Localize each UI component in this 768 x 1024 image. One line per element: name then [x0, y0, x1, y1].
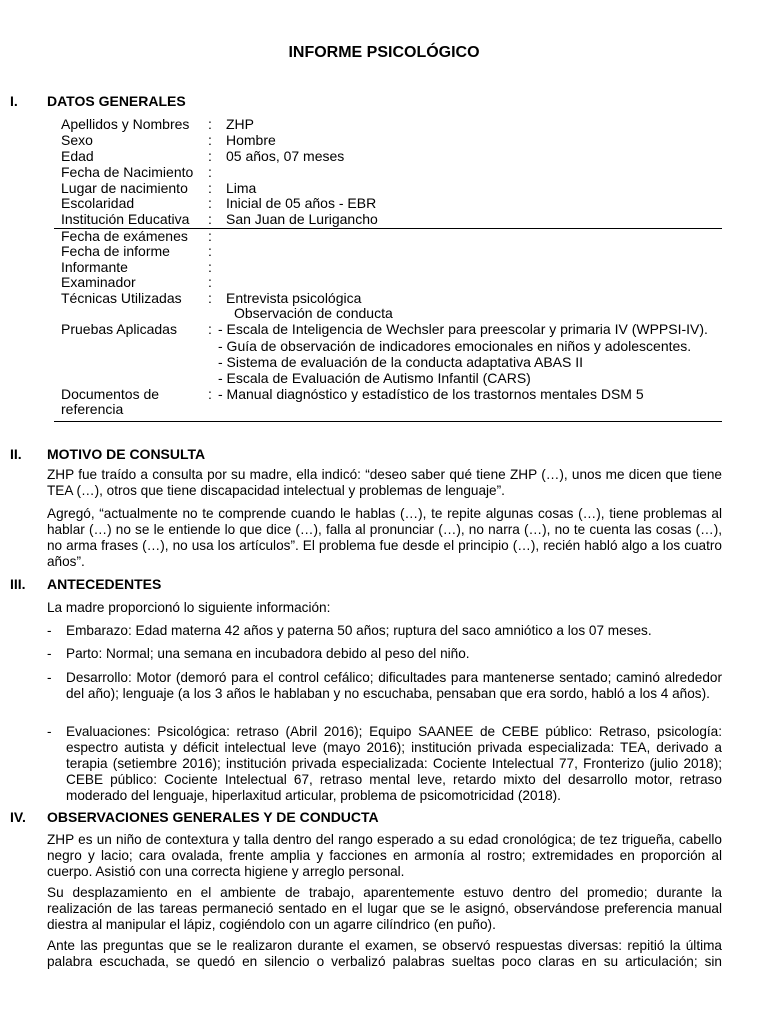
table-bottom-rule	[54, 421, 722, 422]
field-label: Documentos de	[61, 386, 160, 402]
field-colon: :	[208, 180, 212, 196]
list-bullet: -	[47, 623, 52, 638]
list-bullet: -	[47, 646, 52, 661]
section-title: MOTIVO DE CONSULTA	[47, 446, 206, 462]
list-item-parto: Parto: Normal; una semana en incubadora debido al peso del niño.	[66, 646, 470, 661]
field-value: - Escala de Inteligencia de Wechsler para preescolar y primaria IV (WPPSI-IV).	[218, 321, 708, 337]
field-fecha-informe	[61, 243, 226, 259]
field-colon: :	[208, 148, 212, 164]
antecedentes-intro: La madre proporcionó lo siguiente información:	[47, 600, 331, 615]
field-label: Fecha de exámenes	[61, 228, 188, 244]
observaciones-paragraph-1: ZHP es un niño de contextura y talla dentro del rango esperado a su edad cronológica; de tez trigueña, cabello negro y lacio; cara ovalada, frente amplia y facciones en armonía al rostro; extremidades en proporción al cuerpo. Asistió con una correcta higiene y arreglo personal.	[47, 832, 722, 879]
field-fecha-examenes	[61, 228, 226, 244]
field-institucion	[61, 211, 378, 227]
field-tecnicas-value-2: Observación de conducta	[234, 305, 393, 321]
field-colon: :	[208, 228, 212, 244]
motivo-paragraph-1: ZHP fue traído a consulta por su madre, ella indicó: “deseo saber qué tiene ZHP (…), unos me dicen que tiene TEA (…), otros que tiene discapacidad intelectual y problemas de lenguaje”.	[47, 467, 722, 498]
list-bullet: -	[47, 724, 52, 739]
field-label: Fecha de Nacimiento	[61, 164, 194, 180]
field-value: Hombre	[226, 132, 276, 148]
field-label: Institución Educativa	[61, 211, 190, 227]
field-documentos-label-2: referencia	[61, 401, 124, 417]
field-colon: :	[208, 243, 212, 259]
field-examinador	[61, 274, 226, 290]
field-label: Sexo	[61, 132, 93, 148]
field-escolaridad	[61, 195, 376, 211]
field-pruebas-value-2: - Guía de observación de indicadores emocionales en niños y adolescentes.	[218, 338, 692, 354]
observaciones-paragraph-2: Su desplazamiento en el ambiente de trabajo, aparentemente estuvo dentro del promedio; durante la realización de las tareas permaneció sentado en el lugar que se le asignó, observándose preferencia manual diestra al manipular el lápiz, cogiéndolo con un agarre cilíndrico (en puño).	[47, 885, 722, 932]
field-value: 05 años, 07 meses	[226, 148, 345, 164]
field-colon: :	[208, 195, 212, 211]
section-heading-datos-generales	[10, 93, 186, 109]
field-sexo	[61, 132, 276, 148]
field-value: Inicial de 05 años - EBR	[226, 195, 377, 211]
list-item-desarrollo: Desarrollo: Motor (demoró para el control cefálico; dificultades para mantenerse sentado; caminó alrededor del año); lenguaje (a los 3 años le hablaban y no escuchaba, pensaban que era sordo, habló a los 4 años).	[66, 670, 722, 701]
field-label: Escolaridad	[61, 195, 135, 211]
section-heading-antecedentes	[10, 576, 161, 592]
field-apellidos	[61, 116, 254, 132]
section-title: OBSERVACIONES GENERALES Y DE CONDUCTA	[47, 809, 379, 825]
section-title: DATOS GENERALES	[47, 93, 186, 109]
section-number: II.	[10, 446, 22, 462]
field-label: Lugar de nacimiento	[61, 180, 188, 196]
section-number: IV.	[10, 809, 26, 825]
motivo-paragraph-2: Agregó, “actualmente no te comprende cuando le hablas (…), te repite algunas cosas (…), tiene problemas al hablar (…) no se le entiende lo que dice (…), falla al pronunciar (…), no narra (…), no te cuenta las cosas (…), no arma frases (…), no usa los artículos”. El problema fue desde el principio (…), recién habló algo a los cuatro años”.	[47, 506, 722, 569]
list-item-evaluaciones: Evaluaciones: Psicológica: retraso (Abril 2016); Equipo SAANEE de CEBE público: Retraso, psicología: espectro autista y déficit intelectual leve (mayo 2016); institución privada especializada: TEA, derivado a terapia (setiembre 2016); institución privada especializada: Cociente Intelectual 77, Fronterizo (julio 2018); CEBE público: Cociente Intelectual 67, retraso mental leve, retardo mixto del desarrollo motor, retraso moderado del lenguaje, hiperlaxitud articular, problema de psicomotricidad (2018).	[66, 724, 722, 803]
field-label: Apellidos y Nombres	[61, 116, 190, 132]
field-documentos	[61, 386, 644, 402]
observaciones-paragraph-3: Ante las preguntas que se le realizaron durante el examen, se observó respuestas diversas: repitió la última palabra escuchada, se quedó en silencio o verbalizó palabras sueltas poco claras en su articulación; sin	[47, 938, 722, 969]
field-label: Técnicas Utilizadas	[61, 290, 182, 306]
field-value: ZHP	[226, 116, 254, 132]
field-pruebas-value-3: - Sistema de evaluación de la conducta adaptativa ABAS II	[218, 354, 584, 370]
field-colon: :	[208, 211, 212, 227]
field-colon: :	[208, 274, 212, 290]
field-pruebas	[61, 321, 708, 337]
field-label: Informante	[61, 259, 128, 275]
field-colon: :	[208, 132, 212, 148]
field-colon: :	[208, 164, 212, 180]
section-number: III.	[10, 576, 26, 592]
field-colon: :	[208, 321, 212, 337]
field-value: Lima	[226, 180, 257, 196]
field-value: - Manual diagnóstico y estadístico de los trastornos mentales DSM 5	[218, 386, 644, 402]
section-heading-observaciones	[10, 809, 379, 825]
field-colon: :	[208, 386, 212, 402]
field-label: Pruebas Aplicadas	[61, 321, 177, 337]
field-label: Edad	[61, 148, 94, 164]
field-label: Fecha de informe	[61, 243, 170, 259]
field-value: Entrevista psicológica	[226, 290, 362, 306]
field-value: San Juan de Lurigancho	[226, 211, 378, 227]
field-colon: :	[208, 116, 212, 132]
field-tecnicas	[61, 290, 361, 306]
field-colon: :	[208, 290, 212, 306]
section-number: I.	[10, 93, 18, 109]
list-item-embarazo: Embarazo: Edad materna 42 años y paterna 50 años; ruptura del saco amniótico a los 07 meses.	[66, 623, 652, 638]
field-informante	[61, 259, 226, 275]
field-label: Examinador	[61, 274, 136, 290]
field-colon: :	[208, 259, 212, 275]
document-title: INFORME PSICOLÓGICO	[288, 44, 480, 61]
list-bullet: -	[47, 670, 52, 685]
section-title: ANTECEDENTES	[47, 576, 162, 592]
field-fecha-nacimiento	[61, 164, 226, 180]
field-pruebas-value-4: - Escala de Evaluación de Autismo Infantil (CARS)	[218, 370, 531, 386]
field-edad	[61, 148, 344, 164]
field-lugar-nacimiento	[61, 180, 256, 196]
section-heading-motivo	[10, 446, 205, 462]
